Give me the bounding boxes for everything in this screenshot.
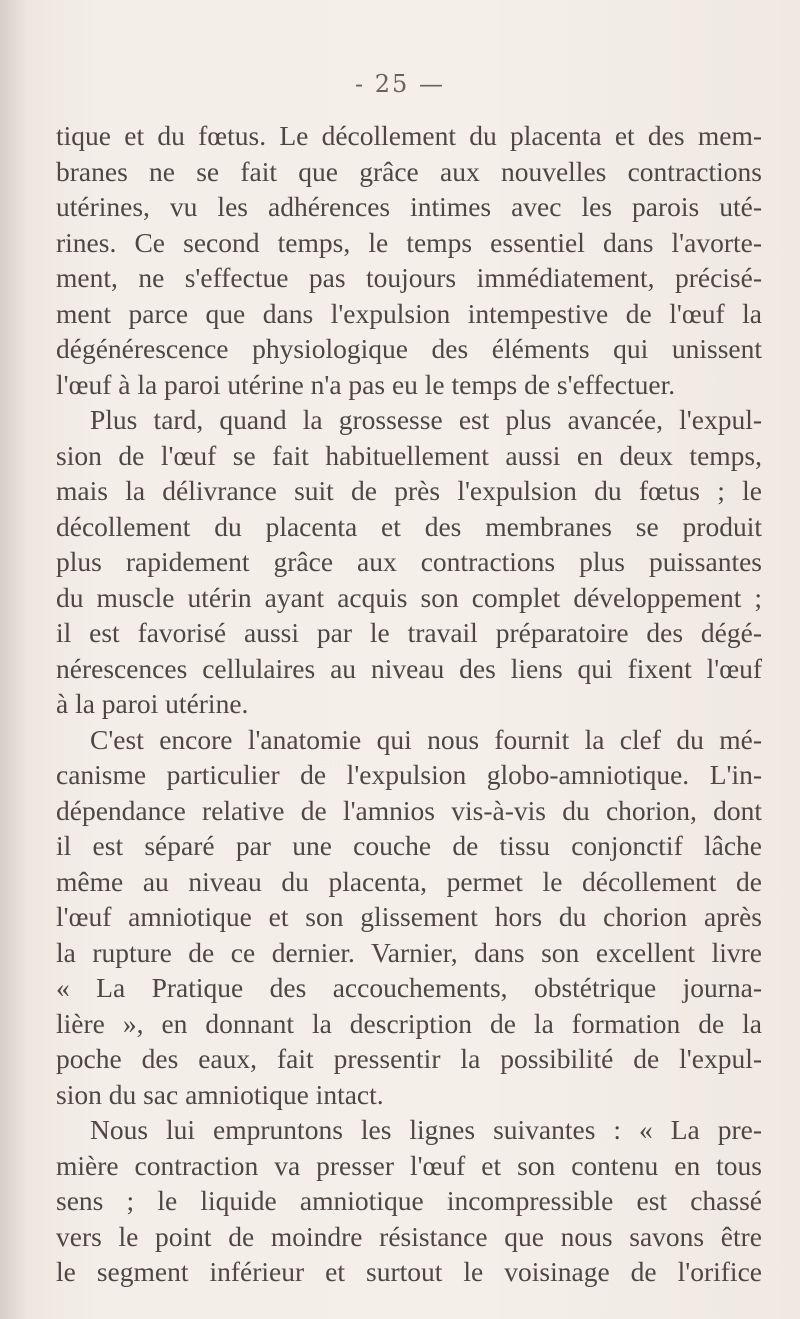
text-line: il est favorisé aussi par le travail préparatoire des dégé- — [56, 617, 762, 648]
text-line: Nous lui empruntons les lignes suivantes : « La pre- — [90, 1114, 762, 1145]
text-line: rines. Ce second temps, le temps essentiel dans l'avorte- — [56, 226, 762, 258]
text-line: la rupture de ce dernier. Varnier, dans son excellent livre — [56, 936, 762, 968]
text-line: ment, ne s'effectue pas toujours immédiatement, précisé- — [56, 262, 762, 293]
text-line: à la paroi utérine. — [56, 688, 249, 719]
text-line: ment parce que dans l'expulsion intempestive de l'œuf la — [56, 297, 762, 329]
text-line: lière », en donnant la description de la formation de la — [56, 1007, 762, 1039]
text-line: sens ; le liquide amniotique incompressible est chassé — [56, 1185, 762, 1216]
text-line: branes ne se fait que grâce aux nouvelles contractions — [56, 155, 762, 187]
text-line: nérescences cellulaires au niveau des liens qui fixent l'œuf — [56, 652, 762, 684]
text-line: tique et du fœtus. Le décollement du placenta et des mem- — [56, 120, 762, 151]
text-line: sion du sac amniotique intact. — [56, 1078, 384, 1110]
text-line: Plus tard, quand la grossesse est plus avancée, l'expul- — [90, 404, 762, 435]
text-line: vers le point de moindre résistance que nous savons être — [56, 1220, 762, 1252]
text-line: mais la délivrance suit de près l'expulsion du fœtus ; le — [56, 475, 762, 506]
text-line: mière contraction va presser l'œuf et son contenu en tous — [56, 1149, 762, 1181]
text-line: même au niveau du placenta, permet le décollement de — [56, 865, 762, 897]
text-line: canisme particulier de l'expulsion globo-amniotique. L'in- — [56, 759, 762, 790]
page-number: - 25 — — [355, 70, 445, 98]
text-line: poche des eaux, fait pressentir la possibilité de l'expul- — [56, 1043, 762, 1074]
text-line: l'œuf amniotique et son glissement hors du chorion après — [56, 901, 762, 932]
text-line: l'œuf à la paroi utérine n'a pas eu le temps de s'effectuer. — [56, 368, 676, 400]
text-line: du muscle utérin ayant acquis son complet développement ; — [56, 581, 762, 613]
page-edge-shadow — [0, 0, 28, 1319]
text-line: décollement du placenta et des membranes se produit — [56, 510, 762, 542]
body-text — [56, 118, 762, 1290]
text-line: dégénérescence physiologique des éléments qui unissent — [56, 333, 762, 364]
text-line: « La Pratique des accouchements, obstétrique journa- — [56, 972, 762, 1003]
text-line: il est séparé par une couche de tissu conjonctif lâche — [56, 830, 762, 861]
text-line: plus rapidement grâce aux contractions plus puissantes — [56, 546, 762, 577]
text-line: sion de l'œuf se fait habituellement aussi en deux temps, — [56, 439, 762, 471]
text-line: le segment inférieur et surtout le voisinage de l'orifice — [56, 1256, 762, 1287]
text-line: C'est encore l'anatomie qui nous fournit la clef du mé- — [90, 723, 762, 755]
text-line: utérines, vu les adhérences intimes avec les parois uté- — [56, 191, 762, 222]
text-line: dépendance relative de l'amnios vis-à-vis du chorion, dont — [56, 794, 762, 826]
